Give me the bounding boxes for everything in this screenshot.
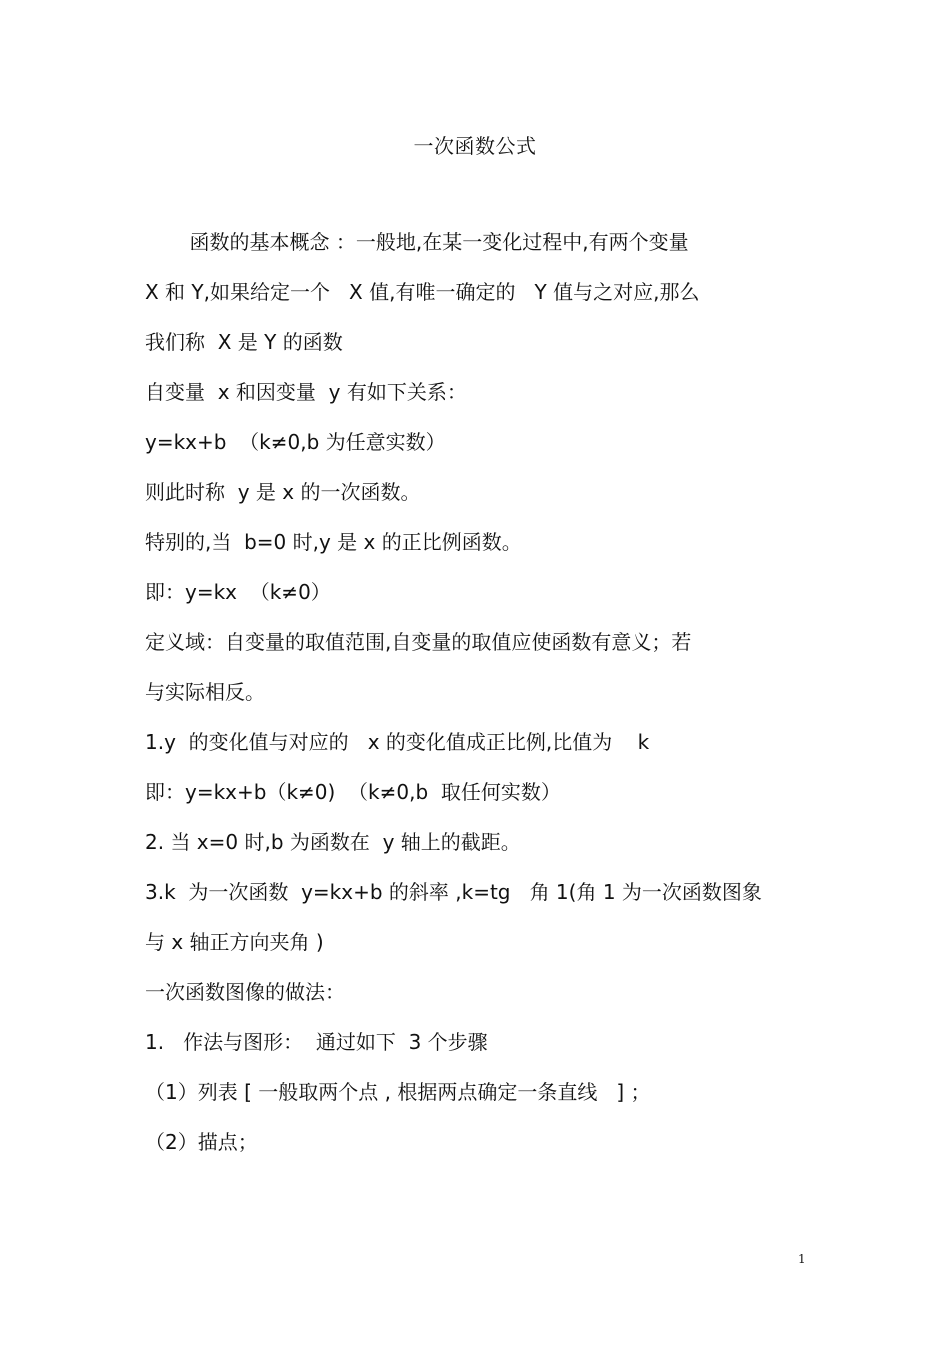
text-line: 特别的,当 b=0 时,y 是 x 的正比例函数。 xyxy=(145,530,522,554)
text-line: （2）描点； xyxy=(145,1130,258,1154)
text-line: 3.k 为一次函数 y=kx+b 的斜率 ,k=tg 角 1(角 1 为一次函数图象 xyxy=(145,880,762,904)
text-line: 与 x 轴正方向夹角 ) xyxy=(145,930,324,954)
text-line: 1. 作法与图形： 通过如下 3 个步骤 xyxy=(145,1030,488,1054)
text-line: 自变量 x 和因变量 y 有如下关系： xyxy=(145,380,467,404)
text-line: 与实际相反。 xyxy=(145,680,265,704)
text-line: X 和 Y,如果给定一个 X 值,有唯一确定的 Y 值与之对应,那么 xyxy=(145,280,700,304)
formula-line: 即：y=kx+b（k≠0) （k≠0,b 取任何实数） xyxy=(145,780,561,804)
section-heading: 一次函数图像的做法： xyxy=(145,980,345,1004)
text-line: 2. 当 x=0 时,b 为函数在 y 轴上的截距。 xyxy=(145,830,521,854)
formula-line: 即：y=kx （k≠0） xyxy=(145,580,331,604)
text-line: 则此时称 y 是 x 的一次函数。 xyxy=(145,480,421,504)
text-line: 函数的基本概念 ：一般地,在某一变化过程中,有两个变量 xyxy=(145,230,689,254)
formula-line: y=kx+b （k≠0,b 为任意实数） xyxy=(145,430,446,454)
text-line: 1.y 的变化值与对应的 x 的变化值成正比例,比值为 k xyxy=(145,730,650,754)
page-title: 一次函数公式 xyxy=(413,134,537,158)
text-line: 定义域：自变量的取值范围,自变量的取值应使函数有意义；若 xyxy=(145,630,692,654)
page-number: 1 xyxy=(798,1252,806,1266)
text-line: 我们称 X 是 Y 的函数 xyxy=(145,330,343,354)
text-line: （1）列表 [ 一般取两个点 , 根据两点确定一条直线 ] ； xyxy=(145,1080,651,1104)
